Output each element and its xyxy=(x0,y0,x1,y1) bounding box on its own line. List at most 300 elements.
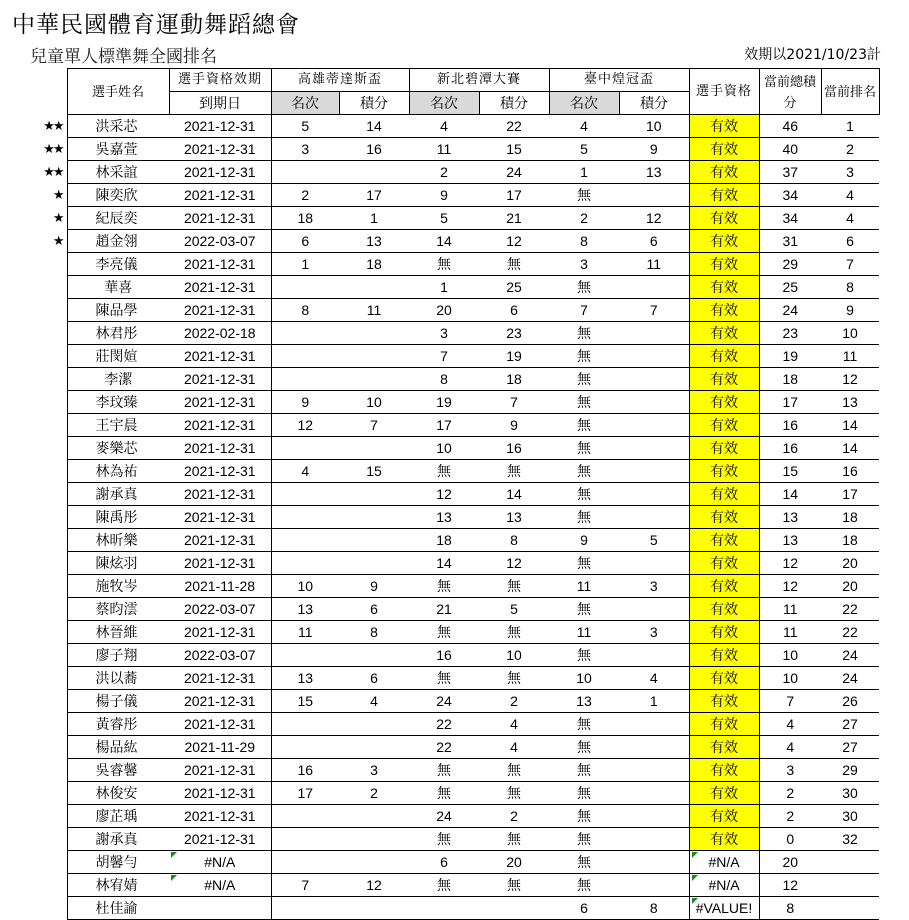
comp2-points: 無 xyxy=(479,460,549,483)
total-points: 23 xyxy=(759,322,821,345)
comp3-rank: 無 xyxy=(549,805,619,828)
comp2-rank: 7 xyxy=(409,345,479,368)
expiry-date: 2021-12-31 xyxy=(169,713,271,736)
comp3-rank: 無 xyxy=(549,782,619,805)
star-rating xyxy=(25,621,67,644)
star-rating xyxy=(25,483,67,506)
comp2-rank: 16 xyxy=(409,644,479,667)
table-row xyxy=(25,552,879,575)
comp2-points: 8 xyxy=(479,529,549,552)
eligibility-status: 有效 xyxy=(689,506,759,529)
comp1-rank: 9 xyxy=(271,391,339,414)
comp1-points xyxy=(339,368,409,391)
comp3-rank: 1 xyxy=(549,161,619,184)
expiry-date: 2021-12-31 xyxy=(169,414,271,437)
comp1-rank xyxy=(271,437,339,460)
comp2-points: 無 xyxy=(479,621,549,644)
eligibility-status: 有效 xyxy=(689,782,759,805)
eligibility-status: 有效 xyxy=(689,552,759,575)
eligibility-status: 有效 xyxy=(689,391,759,414)
comp3-rank: 無 xyxy=(549,483,619,506)
comp1-points: 8 xyxy=(339,621,409,644)
expiry-date xyxy=(169,897,271,920)
comp3-points: 11 xyxy=(619,253,689,276)
comp1-rank: 3 xyxy=(271,138,339,161)
player-name: 洪以蕎 xyxy=(67,667,169,690)
comp3-points xyxy=(619,184,689,207)
eligibility-status: 有效 xyxy=(689,460,759,483)
ranking-table xyxy=(25,68,880,920)
expiry-date: 2021-12-31 xyxy=(169,115,271,138)
current-rank: 29 xyxy=(821,759,879,782)
comp1-rank: 12 xyxy=(271,414,339,437)
star-rating xyxy=(25,506,67,529)
star-rating xyxy=(25,253,67,276)
table-row xyxy=(25,529,879,552)
expiry-date: 2021-12-31 xyxy=(169,345,271,368)
total-points: 17 xyxy=(759,391,821,414)
comp2-rank: 2 xyxy=(409,161,479,184)
star-rating xyxy=(25,598,67,621)
comp3-points xyxy=(619,851,689,874)
comp3-rank: 無 xyxy=(549,874,619,897)
player-name: 莊閔媗 xyxy=(67,345,169,368)
player-name: 吳嘉萱 xyxy=(67,138,169,161)
eligibility-status: 有效 xyxy=(689,736,759,759)
player-name: 楊子儀 xyxy=(67,690,169,713)
comp2-points: 無 xyxy=(479,782,549,805)
comp3-points xyxy=(619,552,689,575)
player-name: 林為祐 xyxy=(67,460,169,483)
comp2-rank: 1 xyxy=(409,276,479,299)
comp3-rank: 無 xyxy=(549,828,619,851)
table-row xyxy=(25,713,879,736)
star-rating xyxy=(25,276,67,299)
eligibility-status: 有效 xyxy=(689,690,759,713)
eligibility-status: 有效 xyxy=(689,322,759,345)
comp3-points xyxy=(619,276,689,299)
comp3-rank: 無 xyxy=(549,391,619,414)
comp3-rank: 10 xyxy=(549,667,619,690)
player-name: 陳炫羽 xyxy=(67,552,169,575)
current-rank: 24 xyxy=(821,644,879,667)
player-name: 麥樂芯 xyxy=(67,437,169,460)
table-row xyxy=(25,322,879,345)
comp2-rank: 無 xyxy=(409,575,479,598)
current-rank: 6 xyxy=(821,230,879,253)
current-rank: 14 xyxy=(821,437,879,460)
comp2-points: 25 xyxy=(479,276,549,299)
comp2-rank: 4 xyxy=(409,115,479,138)
comp3-points: 3 xyxy=(619,621,689,644)
comp2-rank: 無 xyxy=(409,874,479,897)
comp3-rank: 8 xyxy=(549,230,619,253)
comp1-points: 9 xyxy=(339,575,409,598)
total-points: 14 xyxy=(759,483,821,506)
expiry-date: 2021-12-31 xyxy=(169,437,271,460)
comp1-rank: 10 xyxy=(271,575,339,598)
eligibility-status: 有效 xyxy=(689,368,759,391)
comp3-rank: 3 xyxy=(549,253,619,276)
current-rank: 3 xyxy=(821,161,879,184)
comp1-rank xyxy=(271,276,339,299)
star-rating: ★ xyxy=(52,210,63,225)
comp2-rank: 8 xyxy=(409,368,479,391)
table-row xyxy=(25,299,879,322)
table-row xyxy=(25,644,879,667)
comp2-rank: 無 xyxy=(409,667,479,690)
comp2-points: 無 xyxy=(479,253,549,276)
comp2-rank: 24 xyxy=(409,805,479,828)
table-row xyxy=(25,368,879,391)
current-rank: 13 xyxy=(821,391,879,414)
eligibility-status: 有效 xyxy=(689,414,759,437)
comp1-rank: 15 xyxy=(271,690,339,713)
comp3-rank: 4 xyxy=(549,115,619,138)
comp1-rank xyxy=(271,736,339,759)
comp1-points xyxy=(339,161,409,184)
comp1-points xyxy=(339,552,409,575)
total-points: 13 xyxy=(759,506,821,529)
comp2-points: 無 xyxy=(479,759,549,782)
total-points: 34 xyxy=(759,207,821,230)
comp2-rank: 9 xyxy=(409,184,479,207)
total-points: 25 xyxy=(759,276,821,299)
star-rating xyxy=(25,851,67,874)
total-points: 20 xyxy=(759,851,821,874)
comp3-points: 5 xyxy=(619,529,689,552)
total-points: 24 xyxy=(759,299,821,322)
comp2-rank: 12 xyxy=(409,483,479,506)
total-points: 29 xyxy=(759,253,821,276)
table-row xyxy=(25,851,879,874)
expiry-date: 2021-12-31 xyxy=(169,759,271,782)
current-rank: 16 xyxy=(821,460,879,483)
table-body xyxy=(25,115,879,920)
current-rank: 11 xyxy=(821,345,879,368)
player-name: 李亮儀 xyxy=(67,253,169,276)
expiry-date: 2022-03-07 xyxy=(169,644,271,667)
comp2-rank: 無 xyxy=(409,759,479,782)
star-rating xyxy=(25,713,67,736)
current-rank xyxy=(821,874,879,897)
comp1-rank xyxy=(271,345,339,368)
comp1-rank: 11 xyxy=(271,621,339,644)
comp1-points xyxy=(339,322,409,345)
eligibility-status: #N/A xyxy=(689,851,759,874)
comp1-rank xyxy=(271,851,339,874)
table-row xyxy=(25,874,879,897)
comp3-rank: 無 xyxy=(549,460,619,483)
comp3-rank: 無 xyxy=(549,276,619,299)
comp1-points: 2 xyxy=(339,782,409,805)
comp3-rank: 無 xyxy=(549,437,619,460)
comp2-rank-header: 名次 xyxy=(409,92,479,115)
effective-date-note: 效期以2021/10/23計 xyxy=(744,47,881,63)
comp2-rank: 19 xyxy=(409,391,479,414)
col-comp2-header: 新北碧潭大賽 xyxy=(409,69,549,92)
star-rating xyxy=(25,828,67,851)
page-title: 中華民國體育運動舞蹈總會 xyxy=(12,12,300,38)
current-rank: 18 xyxy=(821,506,879,529)
comp3-points: 4 xyxy=(619,667,689,690)
total-points: 2 xyxy=(759,782,821,805)
comp2-points-header: 積分 xyxy=(479,92,549,115)
player-name: 林采誼 xyxy=(67,161,169,184)
star-rating xyxy=(25,759,67,782)
player-name: 廖芷瑀 xyxy=(67,805,169,828)
total-points: 34 xyxy=(759,184,821,207)
eligibility-status: 有效 xyxy=(689,253,759,276)
player-name: 洪采芯 xyxy=(67,115,169,138)
comp3-rank: 無 xyxy=(549,552,619,575)
eligibility-status: 有效 xyxy=(689,644,759,667)
star-rating xyxy=(25,460,67,483)
comp1-points-header: 積分 xyxy=(339,92,409,115)
total-points: 19 xyxy=(759,345,821,368)
player-name: 廖子翔 xyxy=(67,644,169,667)
comp1-points: 14 xyxy=(339,115,409,138)
comp1-points: 3 xyxy=(339,759,409,782)
comp2-points: 無 xyxy=(479,828,549,851)
comp2-rank: 5 xyxy=(409,207,479,230)
comp1-rank xyxy=(271,828,339,851)
player-name: 胡馨勻 xyxy=(67,851,169,874)
expiry-date: #N/A xyxy=(169,851,271,874)
comp3-rank: 無 xyxy=(549,506,619,529)
comp2-points: 13 xyxy=(479,506,549,529)
total-points: 37 xyxy=(759,161,821,184)
expiry-date: 2021-12-31 xyxy=(169,138,271,161)
table-row xyxy=(25,276,879,299)
comp1-rank xyxy=(271,161,339,184)
comp3-points: 12 xyxy=(619,207,689,230)
comp1-points: 4 xyxy=(339,690,409,713)
player-name: 施牧岑 xyxy=(67,575,169,598)
total-points: 12 xyxy=(759,874,821,897)
comp1-points xyxy=(339,897,409,920)
expiry-date: 2021-12-31 xyxy=(169,184,271,207)
comp1-points xyxy=(339,529,409,552)
comp1-rank xyxy=(271,552,339,575)
comp2-rank: 24 xyxy=(409,690,479,713)
total-points: 15 xyxy=(759,460,821,483)
comp2-rank: 10 xyxy=(409,437,479,460)
comp3-rank: 無 xyxy=(549,713,619,736)
eligibility-status: 有效 xyxy=(689,345,759,368)
comp2-points: 22 xyxy=(479,115,549,138)
comp1-rank xyxy=(271,713,339,736)
expiry-date: 2021-11-28 xyxy=(169,575,271,598)
comp3-points xyxy=(619,414,689,437)
comp3-rank: 9 xyxy=(549,529,619,552)
comp2-points: 5 xyxy=(479,598,549,621)
table-row xyxy=(25,506,879,529)
comp1-rank: 6 xyxy=(271,230,339,253)
comp2-points: 24 xyxy=(479,161,549,184)
expiry-date: 2021-12-31 xyxy=(169,368,271,391)
comp3-points xyxy=(619,598,689,621)
eligibility-status: #N/A xyxy=(689,874,759,897)
comp3-rank: 2 xyxy=(549,207,619,230)
comp2-rank: 11 xyxy=(409,138,479,161)
total-points: 18 xyxy=(759,368,821,391)
player-name: 楊品紘 xyxy=(67,736,169,759)
comp3-rank: 無 xyxy=(549,736,619,759)
col-status-header: 選手資格 xyxy=(689,69,759,115)
current-rank: 27 xyxy=(821,713,879,736)
eligibility-status: 有效 xyxy=(689,713,759,736)
current-rank: 7 xyxy=(821,253,879,276)
expiry-date: 2021-12-31 xyxy=(169,782,271,805)
comp3-points: 3 xyxy=(619,575,689,598)
comp1-rank xyxy=(271,483,339,506)
comp3-points xyxy=(619,713,689,736)
comp3-points xyxy=(619,345,689,368)
comp1-rank: 8 xyxy=(271,299,339,322)
player-name: 林晉維 xyxy=(67,621,169,644)
comp2-rank: 21 xyxy=(409,598,479,621)
total-points: 0 xyxy=(759,828,821,851)
comp1-rank: 5 xyxy=(271,115,339,138)
player-name: 林俊安 xyxy=(67,782,169,805)
comp3-rank: 無 xyxy=(549,322,619,345)
comp2-points: 無 xyxy=(479,575,549,598)
current-rank: 2 xyxy=(821,138,879,161)
comp2-points xyxy=(479,897,549,920)
table-row xyxy=(25,460,879,483)
star-rating xyxy=(25,690,67,713)
comp3-rank: 無 xyxy=(549,184,619,207)
expiry-date: 2021-12-31 xyxy=(169,667,271,690)
expiry-date: 2021-12-31 xyxy=(169,460,271,483)
star-rating: ★★ xyxy=(43,118,63,133)
comp2-points: 無 xyxy=(479,874,549,897)
comp2-points: 18 xyxy=(479,368,549,391)
expiry-date: #N/A xyxy=(169,874,271,897)
comp2-rank: 無 xyxy=(409,782,479,805)
expiry-date: 2022-02-18 xyxy=(169,322,271,345)
table-row xyxy=(25,414,879,437)
comp1-points: 16 xyxy=(339,138,409,161)
table-row xyxy=(25,690,879,713)
comp1-rank: 16 xyxy=(271,759,339,782)
eligibility-status: 有效 xyxy=(689,207,759,230)
eligibility-status: 有效 xyxy=(689,138,759,161)
player-name: 林君彤 xyxy=(67,322,169,345)
comp3-rank: 5 xyxy=(549,138,619,161)
expiry-date: 2021-12-31 xyxy=(169,690,271,713)
total-points: 4 xyxy=(759,713,821,736)
total-points: 4 xyxy=(759,736,821,759)
comp3-points xyxy=(619,805,689,828)
player-name: 陳品學 xyxy=(67,299,169,322)
current-rank: 30 xyxy=(821,805,879,828)
current-rank: 20 xyxy=(821,575,879,598)
star-rating xyxy=(25,437,67,460)
expiry-date: 2021-12-31 xyxy=(169,276,271,299)
current-rank: 22 xyxy=(821,621,879,644)
comp3-points: 8 xyxy=(619,897,689,920)
expiry-date: 2021-12-31 xyxy=(169,506,271,529)
player-name: 謝承真 xyxy=(67,483,169,506)
total-points: 12 xyxy=(759,575,821,598)
col-comp3-header: 臺中煌冠盃 xyxy=(549,69,689,92)
eligibility-status: 有效 xyxy=(689,805,759,828)
comp1-rank: 1 xyxy=(271,253,339,276)
comp2-points: 無 xyxy=(479,667,549,690)
comp3-points xyxy=(619,828,689,851)
player-name: 王宇晨 xyxy=(67,414,169,437)
col-name-header: 選手姓名 xyxy=(67,69,169,115)
eligibility-status: 有效 xyxy=(689,575,759,598)
table-row xyxy=(25,667,879,690)
total-points: 13 xyxy=(759,529,821,552)
comp3-rank: 無 xyxy=(549,759,619,782)
comp2-rank: 無 xyxy=(409,828,479,851)
comp2-rank: 6 xyxy=(409,851,479,874)
player-name: 紀辰奕 xyxy=(67,207,169,230)
total-points: 10 xyxy=(759,644,821,667)
star-rating xyxy=(25,368,67,391)
expiry-date: 2021-12-31 xyxy=(169,207,271,230)
comp3-rank: 13 xyxy=(549,690,619,713)
comp3-points xyxy=(619,460,689,483)
comp1-rank xyxy=(271,322,339,345)
total-points: 16 xyxy=(759,437,821,460)
total-points: 11 xyxy=(759,621,821,644)
eligibility-status: 有效 xyxy=(689,230,759,253)
comp3-points xyxy=(619,322,689,345)
comp1-points xyxy=(339,851,409,874)
comp3-rank: 無 xyxy=(549,414,619,437)
comp2-points: 21 xyxy=(479,207,549,230)
table-row xyxy=(25,897,879,920)
comp1-rank xyxy=(271,368,339,391)
player-name: 杜佳諭 xyxy=(67,897,169,920)
comp3-points: 13 xyxy=(619,161,689,184)
current-rank: 20 xyxy=(821,552,879,575)
comp3-points xyxy=(619,506,689,529)
star-rating xyxy=(25,897,67,920)
comp3-rank: 無 xyxy=(549,598,619,621)
comp2-rank: 22 xyxy=(409,736,479,759)
eligibility-status: 有效 xyxy=(689,115,759,138)
comp2-rank: 14 xyxy=(409,552,479,575)
comp3-rank: 11 xyxy=(549,621,619,644)
comp1-points: 7 xyxy=(339,414,409,437)
comp2-points: 10 xyxy=(479,644,549,667)
comp3-rank: 11 xyxy=(549,575,619,598)
total-points: 31 xyxy=(759,230,821,253)
comp2-points: 7 xyxy=(479,391,549,414)
table-row xyxy=(25,828,879,851)
star-rating: ★★ xyxy=(43,164,63,179)
star-rating xyxy=(25,552,67,575)
comp1-rank xyxy=(271,805,339,828)
table-row xyxy=(25,782,879,805)
comp1-points: 13 xyxy=(339,230,409,253)
comp2-rank: 14 xyxy=(409,230,479,253)
comp3-rank: 無 xyxy=(549,368,619,391)
player-name: 陳奕欣 xyxy=(67,184,169,207)
current-rank: 24 xyxy=(821,667,879,690)
player-name: 華喜 xyxy=(67,276,169,299)
comp2-points: 23 xyxy=(479,322,549,345)
current-rank: 22 xyxy=(821,598,879,621)
star-rating xyxy=(25,874,67,897)
star-rating xyxy=(25,736,67,759)
